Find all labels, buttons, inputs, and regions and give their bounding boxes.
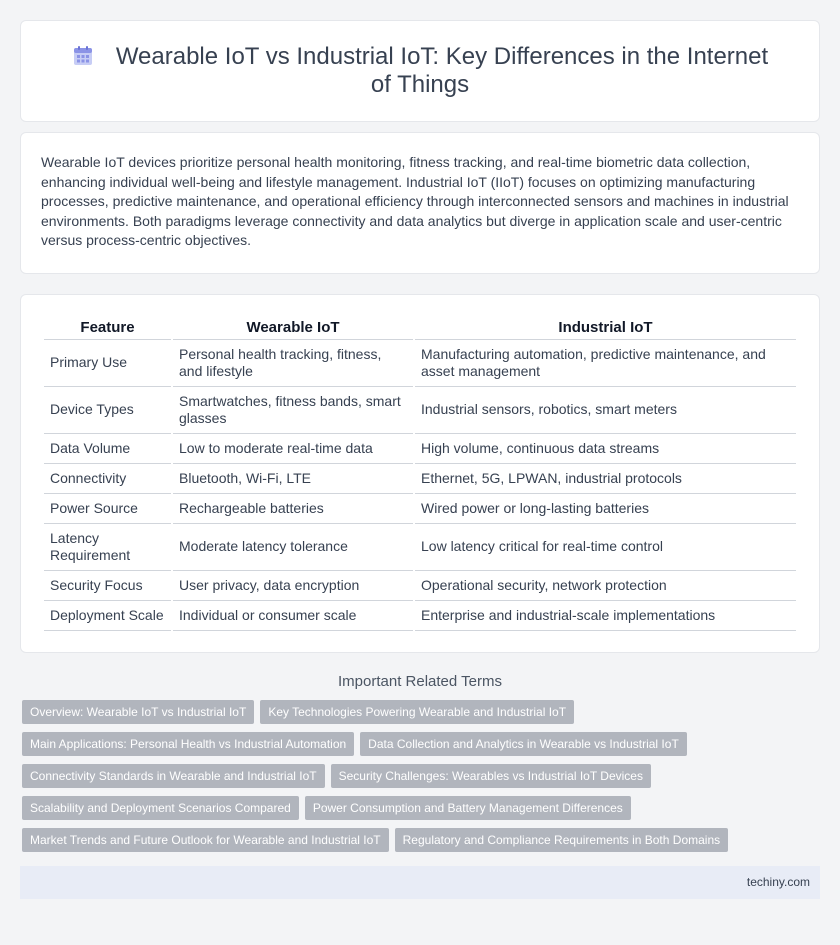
wearable-cell: Bluetooth, Wi-Fi, LTE [173,464,413,494]
table-row [44,494,796,524]
intro-text: Wearable IoT devices prioritize personal health monitoring, fitness tracking, and real-time biometric data collection, enhancing individual well-being and lifestyle management. Industrial IoT (IIoT) focuses on optimizing manufacturing processes, predictive maintenance, and operational efficiency through interconnected sensors and machines in industrial environments. Both paradigms leverage connectivity and data analytics but diverge in application scale and user-centric versus process-centric objectives. [41,154,789,248]
header-card [20,20,820,122]
wearable-cell: Personal health tracking, fitness, and lifestyle [173,340,413,387]
feature-cell: Power Source [44,494,171,524]
related-terms-title: Important Related Terms [338,672,502,690]
industrial-cell: Operational security, network protection [415,571,796,601]
table-row [44,464,796,494]
table-row [44,571,796,601]
related-terms-section [0,673,840,852]
wearable-cell: Moderate latency tolerance [173,524,413,571]
intro-card [20,132,820,274]
feature-cell: Data Volume [44,434,171,464]
industrial-cell: High volume, continuous data streams [415,434,796,464]
related-term-tag[interactable]: Market Trends and Future Outlook for Wearable and Industrial IoT [22,828,389,852]
page-title-wrap [61,43,779,99]
related-term-tag[interactable]: Data Collection and Analytics in Wearable vs Industrial IoT [360,732,687,756]
related-term-tag[interactable]: Connectivity Standards in Wearable and Industrial IoT [22,764,325,788]
related-term-tag[interactable]: Power Consumption and Battery Management Differences [305,796,631,820]
industrial-cell: Ethernet, 5G, LPWAN, industrial protocols [415,464,796,494]
related-term-tag[interactable]: Overview: Wearable IoT vs Industrial IoT [22,700,254,724]
industrial-cell: Low latency critical for real-time control [415,524,796,571]
footer [20,866,820,899]
calendar-grid-icon [72,45,94,67]
table-row [44,340,796,387]
feature-cell: Deployment Scale [44,601,171,631]
related-term-tag[interactable]: Key Technologies Powering Wearable and Industrial IoT [260,700,574,724]
feature-cell: Primary Use [44,340,171,387]
wearable-cell: Smartwatches, fitness bands, smart glasses [173,387,413,434]
industrial-cell: Wired power or long-lasting batteries [415,494,796,524]
table-row [44,601,796,631]
feature-cell: Latency Requirement [44,524,171,571]
wearable-cell: Rechargeable batteries [173,494,413,524]
industrial-cell: Industrial sensors, robotics, smart meters [415,387,796,434]
related-term-tag[interactable]: Regulatory and Compliance Requirements in Both Domains [395,828,729,852]
industrial-cell: Enterprise and industrial-scale implementations [415,601,796,631]
wearable-cell: Individual or consumer scale [173,601,413,631]
related-term-tag[interactable]: Main Applications: Personal Health vs Industrial Automation [22,732,354,756]
related-term-tag[interactable]: Scalability and Deployment Scenarios Compared [22,796,299,820]
comparison-table-card [20,294,820,653]
feature-cell: Device Types [44,387,171,434]
table-row [44,524,796,571]
table-row [44,434,796,464]
comparison-table [42,315,798,631]
related-term-tag[interactable]: Security Challenges: Wearables vs Industrial IoT Devices [331,764,651,788]
industrial-cell: Manufacturing automation, predictive maintenance, and asset management [415,340,796,387]
header-wearable: Wearable IoT [173,315,413,340]
wearable-cell: User privacy, data encryption [173,571,413,601]
footer-site-link[interactable]: techiny.com [746,874,810,889]
header-industrial: Industrial IoT [415,315,796,340]
feature-cell: Connectivity [44,464,171,494]
header-feature: Feature [44,315,171,340]
wearable-cell: Low to moderate real-time data [173,434,413,464]
table-header-row [44,315,796,340]
page-title: Wearable IoT vs Industrial IoT: Key Differences in the Internet of Things [115,43,769,98]
related-terms-list [0,700,840,852]
table-row [44,387,796,434]
feature-cell: Security Focus [44,571,171,601]
